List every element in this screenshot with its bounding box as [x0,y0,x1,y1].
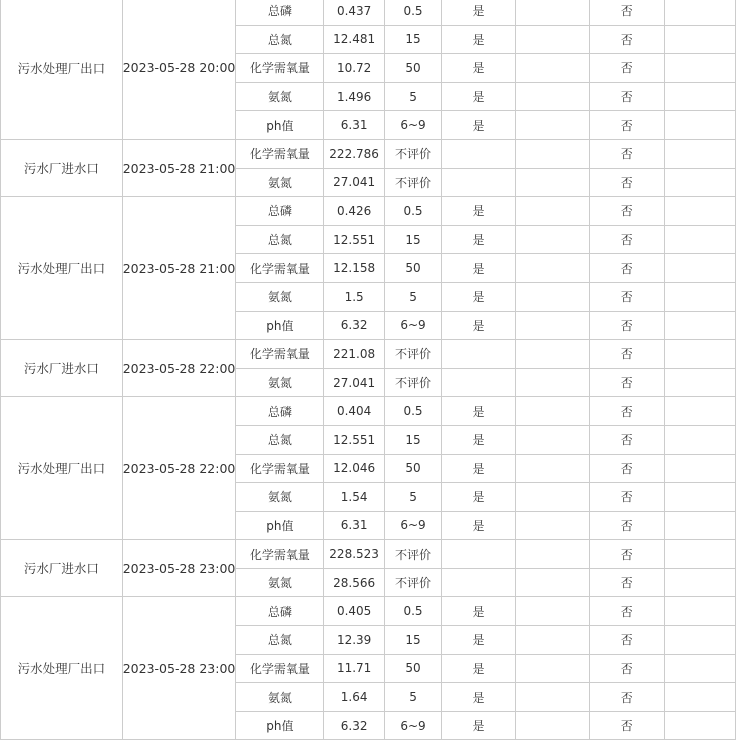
compliant-cell [442,340,516,369]
standard-limit-cell: 不评价 [384,368,441,397]
exceed-cell: 否 [590,626,665,655]
empty-cell [515,711,589,740]
item-name-cell: 化学需氧量 [236,454,324,483]
empty-cell [664,597,735,626]
empty-cell [664,626,735,655]
exceed-cell: 否 [590,568,665,597]
site-name-cell: 污水处理厂出口 [1,397,123,540]
standard-limit-cell: 不评价 [384,540,441,569]
item-name-cell: ph值 [236,311,324,340]
empty-cell [515,254,589,283]
compliant-cell: 是 [442,225,516,254]
item-name-cell: 氨氮 [236,368,324,397]
item-name-cell: 氨氮 [236,683,324,712]
item-name-cell: 化学需氧量 [236,540,324,569]
empty-cell [515,454,589,483]
compliant-cell: 是 [442,483,516,512]
table-row [1,197,736,226]
site-name-cell: 污水厂进水口 [1,139,123,196]
empty-cell [515,54,589,83]
table-row [1,540,736,569]
compliant-cell: 是 [442,111,516,140]
monitor-time-cell: 2023-05-28 23:00 [122,540,236,597]
empty-cell [515,139,589,168]
standard-limit-cell: 0.5 [384,597,441,626]
compliant-cell: 是 [442,82,516,111]
measured-value-cell: 221.08 [324,340,385,369]
exceed-cell: 否 [590,654,665,683]
measured-value-cell: 28.566 [324,568,385,597]
site-name-cell: 污水处理厂出口 [1,197,123,340]
exceed-cell: 否 [590,397,665,426]
empty-cell [515,340,589,369]
exceed-cell: 否 [590,511,665,540]
exceed-cell: 否 [590,111,665,140]
empty-cell [515,511,589,540]
table-row [1,397,736,426]
empty-cell [664,225,735,254]
empty-cell [515,282,589,311]
empty-cell [664,82,735,111]
empty-cell [664,454,735,483]
item-name-cell: 氨氮 [236,282,324,311]
exceed-cell: 否 [590,168,665,197]
measured-value-cell: 27.041 [324,368,385,397]
item-name-cell: 总磷 [236,597,324,626]
empty-cell [515,225,589,254]
measured-value-cell: 1.5 [324,282,385,311]
empty-cell [515,168,589,197]
measured-value-cell: 228.523 [324,540,385,569]
compliant-cell: 是 [442,0,516,25]
empty-cell [664,340,735,369]
item-name-cell: ph值 [236,111,324,140]
measured-value-cell: 6.31 [324,511,385,540]
standard-limit-cell: 5 [384,683,441,712]
standard-limit-cell: 15 [384,225,441,254]
empty-cell [664,511,735,540]
item-name-cell: 化学需氧量 [236,139,324,168]
item-name-cell: ph值 [236,511,324,540]
empty-cell [664,540,735,569]
compliant-cell: 是 [442,454,516,483]
compliant-cell [442,568,516,597]
empty-cell [515,683,589,712]
compliant-cell [442,368,516,397]
compliant-cell: 是 [442,711,516,740]
item-name-cell: 总磷 [236,0,324,25]
item-name-cell: 氨氮 [236,568,324,597]
empty-cell [515,626,589,655]
compliant-cell [442,139,516,168]
item-name-cell: 总氮 [236,626,324,655]
standard-limit-cell: 15 [384,25,441,54]
item-name-cell: 化学需氧量 [236,340,324,369]
standard-limit-cell: 6~9 [384,511,441,540]
empty-cell [664,139,735,168]
item-name-cell: 总氮 [236,225,324,254]
empty-cell [515,568,589,597]
standard-limit-cell: 0.5 [384,397,441,426]
standard-limit-cell: 5 [384,82,441,111]
site-name-cell: 污水厂进水口 [1,340,123,397]
exceed-cell: 否 [590,139,665,168]
compliant-cell: 是 [442,683,516,712]
standard-limit-cell: 50 [384,654,441,683]
measured-value-cell: 12.158 [324,254,385,283]
empty-cell [664,683,735,712]
standard-limit-cell: 0.5 [384,197,441,226]
measured-value-cell: 222.786 [324,139,385,168]
measured-value-cell: 12.046 [324,454,385,483]
measured-value-cell: 6.32 [324,311,385,340]
exceed-cell: 否 [590,25,665,54]
compliant-cell [442,168,516,197]
exceed-cell: 否 [590,340,665,369]
standard-limit-cell: 50 [384,54,441,83]
measured-value-cell: 0.405 [324,597,385,626]
compliant-cell: 是 [442,311,516,340]
standard-limit-cell: 5 [384,483,441,512]
monitor-time-cell: 2023-05-28 21:00 [122,139,236,196]
measured-value-cell: 1.496 [324,82,385,111]
item-name-cell: 氨氮 [236,82,324,111]
empty-cell [515,397,589,426]
compliant-cell: 是 [442,425,516,454]
exceed-cell: 否 [590,311,665,340]
compliant-cell: 是 [442,197,516,226]
measured-value-cell: 11.71 [324,654,385,683]
exceed-cell: 否 [590,0,665,25]
compliant-cell: 是 [442,282,516,311]
standard-limit-cell: 不评价 [384,168,441,197]
item-name-cell: ph值 [236,711,324,740]
table-row [1,0,736,25]
exceed-cell: 否 [590,597,665,626]
empty-cell [664,25,735,54]
standard-limit-cell: 50 [384,254,441,283]
empty-cell [515,0,589,25]
measured-value-cell: 27.041 [324,168,385,197]
standard-limit-cell: 不评价 [384,139,441,168]
empty-cell [664,0,735,25]
exceed-cell: 否 [590,425,665,454]
measured-value-cell: 0.404 [324,397,385,426]
empty-cell [515,654,589,683]
measured-value-cell: 1.64 [324,683,385,712]
site-name-cell: 污水厂进水口 [1,540,123,597]
empty-cell [515,368,589,397]
table-row [1,340,736,369]
item-name-cell: 化学需氧量 [236,54,324,83]
standard-limit-cell: 不评价 [384,340,441,369]
empty-cell [664,311,735,340]
measured-value-cell: 0.437 [324,0,385,25]
exceed-cell: 否 [590,282,665,311]
empty-cell [664,368,735,397]
monitor-time-cell: 2023-05-28 22:00 [122,397,236,540]
standard-limit-cell: 6~9 [384,711,441,740]
exceed-cell: 否 [590,54,665,83]
standard-limit-cell: 6~9 [384,111,441,140]
measured-value-cell: 0.426 [324,197,385,226]
table-row [1,597,736,626]
monitor-time-cell: 2023-05-28 23:00 [122,597,236,740]
item-name-cell: 总氮 [236,25,324,54]
empty-cell [664,54,735,83]
site-name-cell: 污水处理厂出口 [1,597,123,740]
empty-cell [515,311,589,340]
item-name-cell: 总磷 [236,397,324,426]
compliant-cell: 是 [442,626,516,655]
compliant-cell [442,540,516,569]
measured-value-cell: 6.31 [324,111,385,140]
item-name-cell: 化学需氧量 [236,254,324,283]
measured-value-cell: 12.551 [324,425,385,454]
site-name-cell: 污水处理厂出口 [1,0,123,139]
empty-cell [664,425,735,454]
exceed-cell: 否 [590,683,665,712]
empty-cell [515,597,589,626]
empty-cell [515,111,589,140]
item-name-cell: 总磷 [236,197,324,226]
empty-cell [664,254,735,283]
exceed-cell: 否 [590,711,665,740]
measured-value-cell: 10.72 [324,54,385,83]
compliant-cell: 是 [442,25,516,54]
empty-cell [664,483,735,512]
standard-limit-cell: 15 [384,425,441,454]
standard-limit-cell: 15 [384,626,441,655]
item-name-cell: 氨氮 [236,168,324,197]
empty-cell [515,25,589,54]
exceed-cell: 否 [590,483,665,512]
table-body [1,0,736,740]
standard-limit-cell: 5 [384,282,441,311]
empty-cell [664,654,735,683]
empty-cell [664,111,735,140]
compliant-cell: 是 [442,254,516,283]
standard-limit-cell: 6~9 [384,311,441,340]
compliant-cell: 是 [442,597,516,626]
item-name-cell: 化学需氧量 [236,654,324,683]
empty-cell [515,197,589,226]
exceed-cell: 否 [590,254,665,283]
empty-cell [664,168,735,197]
standard-limit-cell: 50 [384,454,441,483]
exceed-cell: 否 [590,540,665,569]
monitor-time-cell: 2023-05-28 21:00 [122,197,236,340]
empty-cell [664,282,735,311]
exceed-cell: 否 [590,197,665,226]
compliant-cell: 是 [442,397,516,426]
exceed-cell: 否 [590,82,665,111]
empty-cell [515,82,589,111]
empty-cell [664,568,735,597]
measured-value-cell: 12.481 [324,25,385,54]
item-name-cell: 氨氮 [236,483,324,512]
measured-value-cell: 12.551 [324,225,385,254]
empty-cell [664,197,735,226]
compliant-cell: 是 [442,54,516,83]
measured-value-cell: 12.39 [324,626,385,655]
compliant-cell: 是 [442,654,516,683]
exceed-cell: 否 [590,225,665,254]
compliant-cell: 是 [442,511,516,540]
empty-cell [664,711,735,740]
table-row [1,139,736,168]
empty-cell [515,540,589,569]
measured-value-cell: 6.32 [324,711,385,740]
empty-cell [515,425,589,454]
exceed-cell: 否 [590,368,665,397]
standard-limit-cell: 0.5 [384,0,441,25]
item-name-cell: 总氮 [236,425,324,454]
monitor-time-cell: 2023-05-28 20:00 [122,0,236,139]
empty-cell [515,483,589,512]
measured-value-cell: 1.54 [324,483,385,512]
exceed-cell: 否 [590,454,665,483]
standard-limit-cell: 不评价 [384,568,441,597]
empty-cell [664,397,735,426]
monitor-time-cell: 2023-05-28 22:00 [122,340,236,397]
